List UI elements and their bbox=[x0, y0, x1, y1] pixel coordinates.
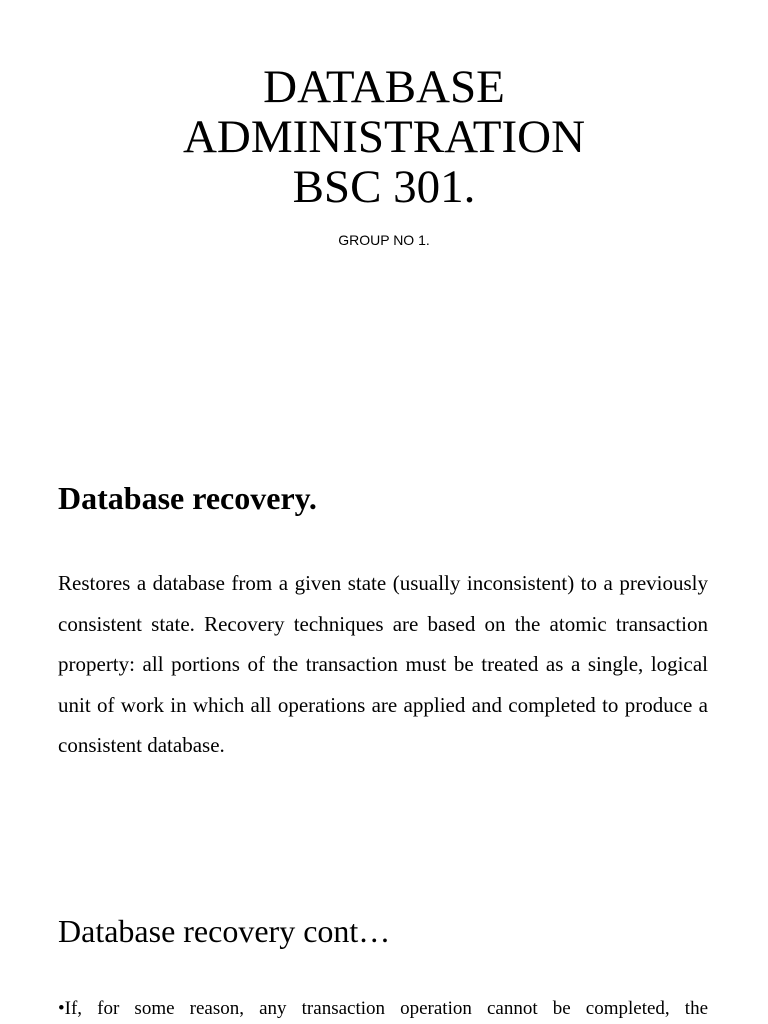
section-heading-database-recovery: Database recovery. bbox=[58, 480, 317, 516]
bullet-paragraph bbox=[58, 995, 708, 1023]
group-subtitle: GROUP NO 1. bbox=[338, 232, 430, 248]
title-line-3: BSC 301. bbox=[292, 161, 476, 213]
title-line-2: ADMINISTRATION bbox=[182, 111, 586, 163]
title-line-1: DATABASE bbox=[263, 61, 505, 113]
title-block bbox=[0, 62, 768, 212]
recovery-paragraph: Restores a database from a given state (usually inconsistent) to a previously consistent state. Recovery techniques are based on the atomic transaction property: all portions of the transaction must be treated as a single, logical unit of work in which all operations are applied and completed to produce a consistent database. bbox=[58, 571, 708, 757]
section-heading-recovery-cont: Database recovery cont… bbox=[58, 913, 391, 949]
bullet-text: •If, for some reason, any transaction operation cannot be completed, the bbox=[58, 998, 708, 1019]
